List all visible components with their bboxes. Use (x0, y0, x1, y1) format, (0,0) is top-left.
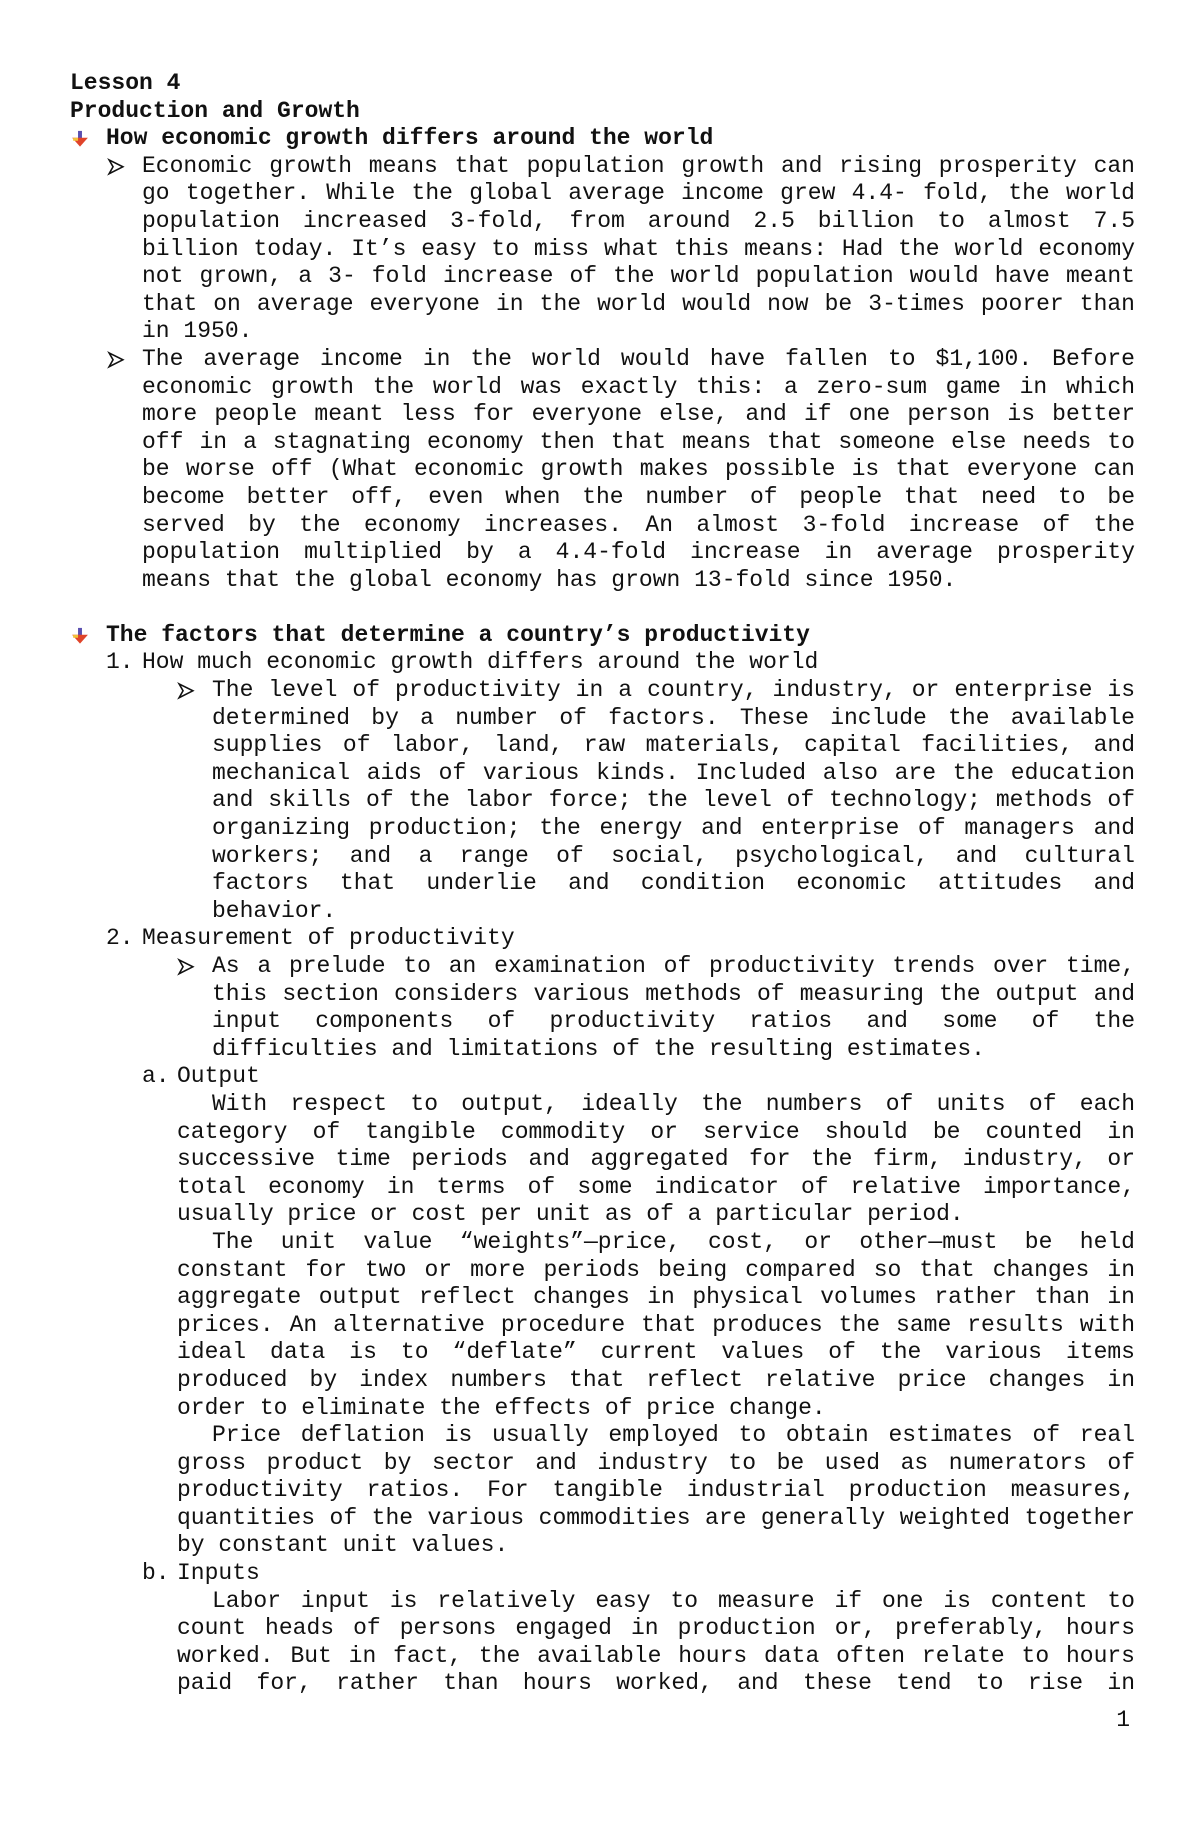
paragraph: The unit value “weights”—price, cost, or other—must be held constant for two or more periods being compared so that changes in aggregate output reflect changes in physical volumes rather than in prices. An alternative procedure that produces the same results with ideal data is to “deflate” current values of the various items produced by index numbers that reflect relative price changes in order to eliminate the effects of price change. (177, 1228, 1135, 1421)
lettered-item (70, 1063, 1135, 1091)
numbered-item (70, 649, 1135, 677)
paragraph: With respect to output, ideally the numbers of units of each category of tangible commodity or service should be counted in successive time periods and aggregated for the firm, industry, or total economy in terms of some indicator of relative importance, usually price or cost per unit as of a particular period. (177, 1090, 1135, 1228)
item-number: 1. (106, 649, 134, 676)
item-letter: b. (142, 1560, 170, 1587)
down-arrow-bullet-icon (70, 125, 90, 153)
item-label: Measurement of productivity (142, 925, 515, 952)
bullet-item: The level of productivity in a country, industry, or enterprise is determined by a number of factors. These include the available supplies of labor, land, raw materials, capital facilities, and mechanical aids of various kinds. Included also are the education and skills of the labor force; the level of technology; methods of organizing production; the energy and enterprise of managers and workers; and a range of social, psychological, and cultural factors that underlie and condition economic attitudes and behavior. (70, 677, 1135, 925)
lettered-item (70, 1560, 1135, 1588)
numbered-item (70, 925, 1135, 953)
paragraph: Labor input is relatively easy to measure if one is content to count heads of persons engaged in production or, preferably, hours worked. But in fact, the available hours data often relate to hours paid for, rather than hours worked, and these tend to rise in (177, 1587, 1135, 1697)
item-label: Output (177, 1063, 260, 1090)
bullet-item: Economic growth means that population growth and rising prosperity can go together. While the global average income grew 4.4- fold, the world population increased 3-fold, from around 2.5 billion to almost 7.5 billion today. It’s easy to miss what this means: Had the world economy not grown, a 3- fold increase of the world population would have meant that on average everyone in the world would now be 3-times poorer than in 1950. (70, 153, 1135, 346)
chevron-bullet-icon (176, 953, 196, 981)
item-letter: a. (142, 1063, 170, 1090)
lesson-label: Lesson 4 (70, 70, 181, 96)
chevron-bullet-icon (106, 153, 126, 181)
item-number: 2. (106, 925, 134, 952)
section-heading: How economic growth differs around the world (70, 125, 1135, 153)
document-page (70, 70, 1135, 1698)
bullet-item: As a prelude to an examination of productivity trends over time, this section considers various methods of measuring the output and input components of productivity ratios and some of the difficulties and limitations of the resulting estimates. (70, 953, 1135, 1063)
chevron-bullet-icon (176, 677, 196, 705)
bullet-item: The average income in the world would have fallen to $1,100. Before economic growth the world was exactly this: a zero-sum game in which more people meant less for everyone else, and if one person is better off in a stagnating economy then that means that someone else needs to be worse off (What economic growth makes possible is that everyone can become better off, even when the number of people that need to be served by the economy increases. An almost 3-fold increase of the population multiplied by a 4.4-fold increase in average prosperity means that the global economy has grown 13-fold since 1950. (70, 346, 1135, 594)
item-label: Inputs (177, 1560, 260, 1587)
chevron-bullet-icon (106, 346, 126, 374)
document-title: Production and Growth (70, 97, 360, 124)
section-heading: The factors that determine a country’s productivity (70, 622, 1135, 650)
page-number: 1 (1116, 1707, 1130, 1733)
down-arrow-bullet-icon (70, 622, 90, 650)
paragraph: Price deflation is usually employed to obtain estimates of real gross product by sector and industry to be used as numerators of productivity ratios. For tangible industrial production measures, quantities of the various commodities are generally weighted together by constant unit values. (177, 1422, 1135, 1559)
item-label: How much economic growth differs around the world (142, 649, 819, 676)
blank-line (70, 594, 1135, 622)
